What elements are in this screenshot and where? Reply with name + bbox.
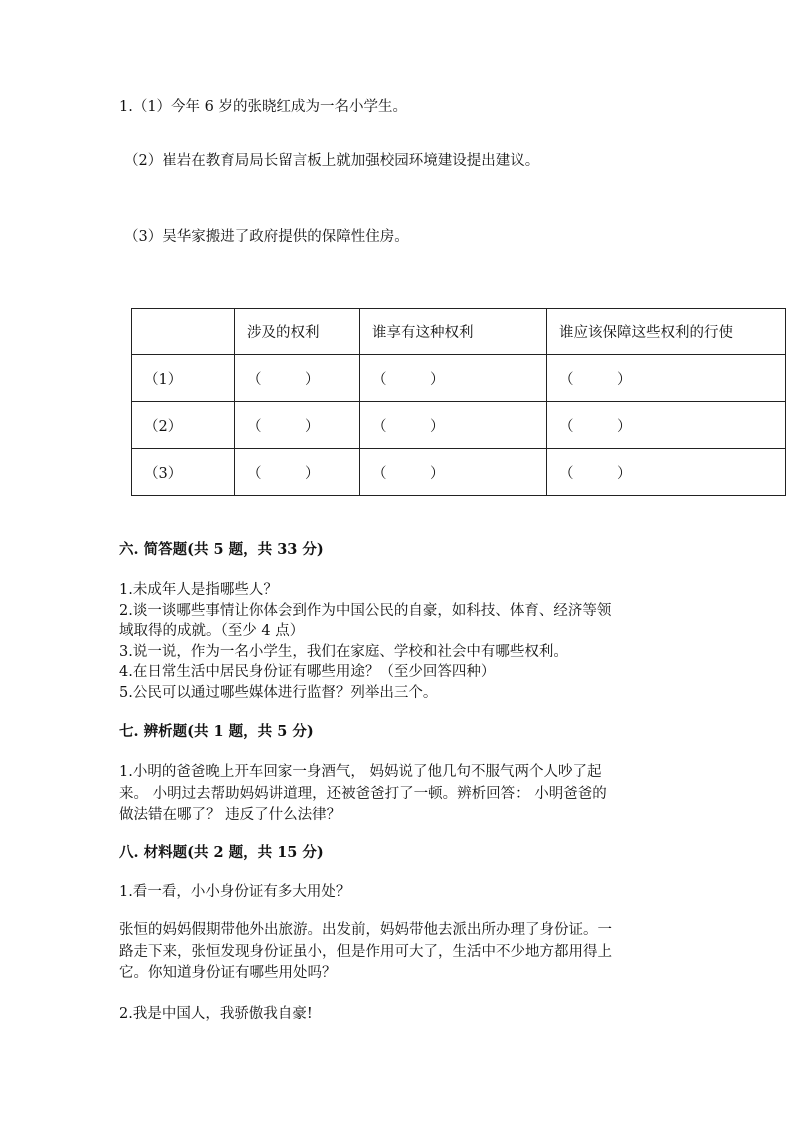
blank-cell: （ ） [235,355,360,402]
header-cell: 谁享有这种权利 [360,309,547,355]
question-1-part-2: （2）崔岩在教育局局长留言板上就加强校园环境建设提出建议。 [124,153,540,169]
text-line: 张恒的妈妈假期带他外出旅游。出发前，妈妈带他去派出所办理了身份证。一 [119,922,612,938]
list-item: 5.公民可以通过哪些媒体进行监督？列举出三个。 [119,684,438,701]
section-7-question [119,762,679,827]
list-item: 3.说一说，作为一名小学生，我们在家庭、学校和社会中有哪些权利。 [119,643,568,660]
blank-cell: （ ） [547,449,786,496]
list-item: 2.谈一谈哪些事情让你体会到作为中国公民的自豪，如科技、体育、经济等领 [119,602,612,619]
section-7-title: 七. 辨析题(共 1 题，共 5 分) [119,723,314,740]
header-cell: 涉及的权利 [235,309,360,355]
section-8-material [119,920,679,985]
question-1-part-3: （3）吴华家搬进了政府提供的保障性住房。 [124,229,409,245]
blank-cell: （ ） [547,355,786,402]
header-cell [132,309,235,355]
table-row [132,355,786,402]
text-line: 来。 小明过去帮助妈妈讲道理，还被爸爸打了一顿。辨析回答： 小明爸爸的 [119,785,607,802]
table-row [132,449,786,496]
blank-cell: （ ） [235,449,360,496]
text-line: 做法错在哪了？ 违反了什么法律？ [119,807,342,823]
row-label: （3） [132,449,235,496]
text-line: 1.小明的爸爸晚上开车回家一身酒气， 妈妈说了他几句不服气两个人吵了起 [119,764,602,780]
list-item: 1.未成年人是指哪些人？ [119,582,278,598]
section-8-question-1: 1.看一看，小小身份证有多大用处？ [119,884,351,900]
row-label: （1） [132,355,235,402]
blank-cell: （ ） [547,402,786,449]
list-item: 域取得的成就。（至少 4 点） [119,623,305,639]
list-item: 4.在日常生活中居民身份证有哪些用途？（至少回答四种） [119,664,496,680]
text-line: 它。你知道身份证有哪些用处吗？ [119,965,337,981]
section-8-question-2: 2.我是中国人，我骄傲我自豪! [119,1006,313,1022]
table-header-row [132,309,786,355]
section-8-title: 八. 材料题(共 2 题，共 15 分) [119,844,324,861]
blank-cell: （ ） [235,402,360,449]
row-label: （2） [132,402,235,449]
question-1-part-1: 1.（1）今年 6 岁的张晓红成为一名小学生。 [119,99,408,115]
section-6-questions [119,580,679,703]
blank-cell: （ ） [360,449,547,496]
blank-cell: （ ） [360,402,547,449]
section-6-title: 六. 简答题(共 5 题，共 33 分) [119,541,324,558]
header-cell: 谁应该保障这些权利的行使 [547,309,786,355]
rights-table [131,308,786,496]
text-line: 路走下来，张恒发现身份证虽小，但是作用可大了，生活中不少地方都用得上 [119,943,612,960]
blank-cell: （ ） [360,355,547,402]
table-row [132,402,786,449]
